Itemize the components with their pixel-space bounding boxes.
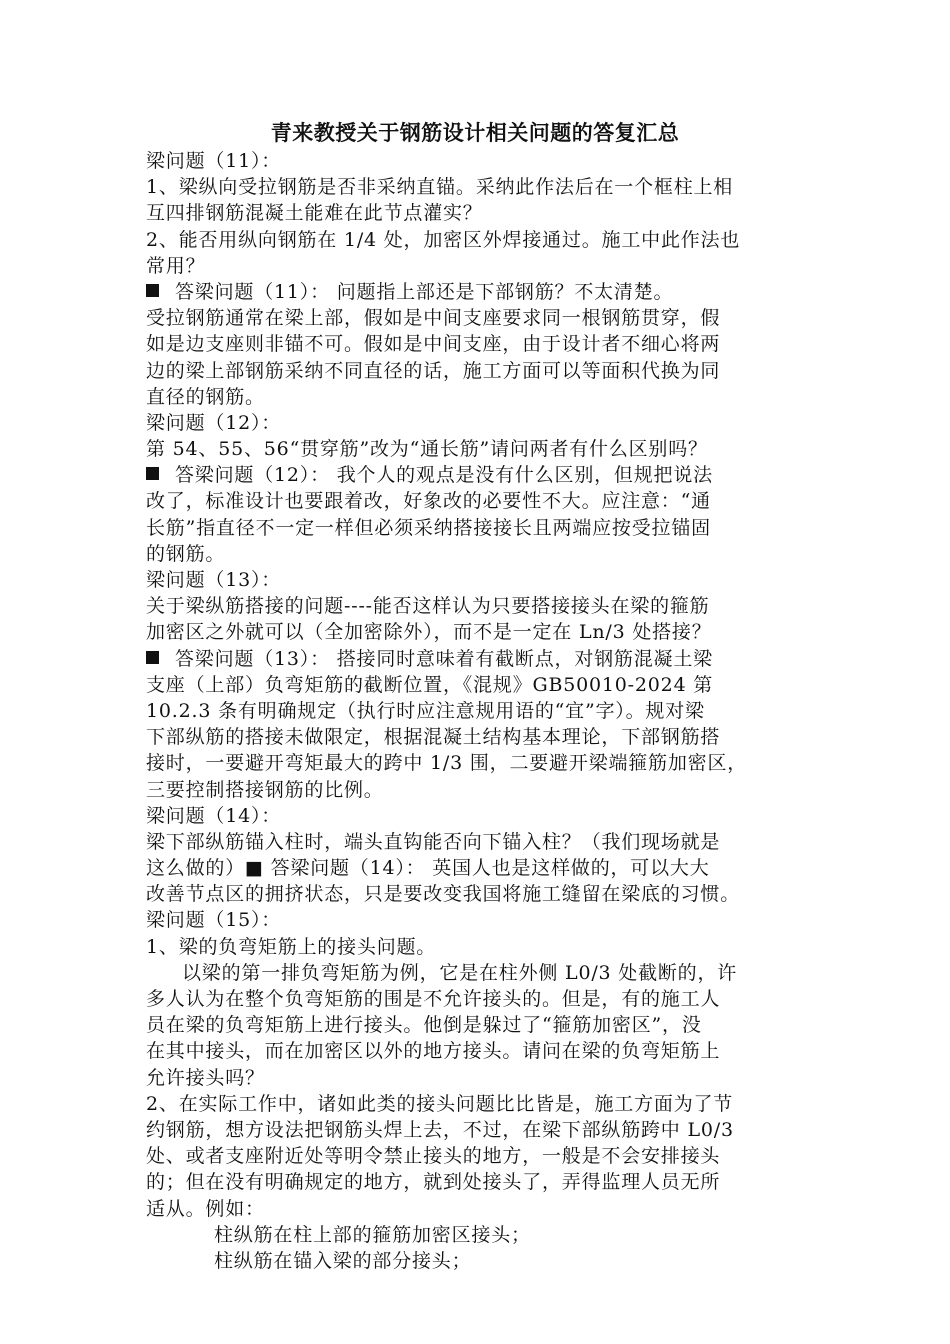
line-text: 常用？ bbox=[146, 254, 206, 277]
line-text: 员在梁的负弯矩筋上进行接头。他倒是躲过了“箍筋加密区”，没 bbox=[146, 1014, 702, 1037]
line-text: 受拉钢筋通常在梁上部，假如是中间支座要求同一根钢筋贯穿，假 bbox=[146, 307, 721, 330]
text-line bbox=[146, 515, 814, 541]
line-text: 2、在实际工作中，诸如此类的接头问题比比皆是，施工方面为了节 bbox=[146, 1092, 734, 1115]
text-line bbox=[146, 200, 814, 226]
line-text: 如是边支座则非锚不可。假如是中间支座，由于设计者不细心将两 bbox=[146, 333, 721, 356]
text-line bbox=[146, 1196, 814, 1222]
text-line bbox=[146, 541, 814, 567]
text-line bbox=[146, 1091, 814, 1117]
line-text: 改善节点区的拥挤状态，只是要改变我国将施工缝留在梁底的习惯。 bbox=[146, 883, 741, 906]
text-line bbox=[146, 986, 814, 1012]
text-line bbox=[146, 331, 814, 357]
line-text: 答梁问题（13）： 搭接同时意味着有截断点，对钢筋混凝土梁 bbox=[175, 647, 713, 670]
text-line bbox=[146, 698, 814, 724]
text-line bbox=[146, 907, 814, 933]
text-line bbox=[146, 174, 814, 200]
text-line bbox=[146, 1065, 814, 1091]
line-text: 第 54、55、56“贯穿筋”改为“通长筋”请问两者有什么区别吗？ bbox=[146, 438, 708, 461]
text-line bbox=[146, 750, 814, 776]
square-bullet-icon bbox=[146, 284, 159, 297]
line-text: 接时，一要避开弯矩最大的跨中 1/3 围，二要避开梁端箍筋加密区， bbox=[146, 752, 748, 775]
line-text: 多人认为在整个负弯矩筋的围是不允许接头的。但是，有的施工人 bbox=[146, 988, 721, 1010]
text-line bbox=[146, 646, 814, 672]
line-text: 梁问题（14）： bbox=[146, 804, 282, 827]
text-line bbox=[146, 279, 814, 305]
line-text: 允许接头吗？ bbox=[146, 1066, 265, 1089]
text-line bbox=[146, 1169, 814, 1195]
line-text: 这么做的）■ 答梁问题（14）： 英国人也是这样做的，可以大大 bbox=[146, 857, 710, 880]
text-line bbox=[146, 462, 814, 488]
line-text: 三要控制搭接钢筋的比例。 bbox=[146, 778, 384, 801]
text-line bbox=[146, 1012, 814, 1038]
square-bullet-icon bbox=[146, 467, 159, 480]
line-text: 梁问题（11）： bbox=[146, 150, 282, 172]
line-text: 梁问题（15）： bbox=[146, 909, 282, 932]
text-line bbox=[146, 305, 814, 331]
line-text: 关于梁纵筋搭接的问题----能否这样认为只要搭接接头在梁的箍筋 bbox=[146, 595, 710, 618]
text-line bbox=[146, 384, 814, 410]
line-text: 的钢筋。 bbox=[146, 542, 226, 565]
text-line bbox=[146, 881, 814, 907]
text-line bbox=[146, 567, 814, 593]
line-text: 在其中接头，而在加密区以外的地方接头。请问在梁的负弯矩筋上 bbox=[146, 1040, 721, 1063]
text-line bbox=[146, 934, 814, 960]
text-line bbox=[146, 1143, 814, 1169]
text-line bbox=[146, 829, 814, 855]
text-line bbox=[146, 960, 814, 986]
text-line bbox=[146, 1248, 814, 1274]
text-line bbox=[146, 672, 814, 698]
line-text: 以梁的第一排负弯矩筋为例，它是在柱外侧 L0/3 处截断的，许 bbox=[182, 961, 738, 984]
text-line bbox=[146, 619, 814, 645]
line-text: 边的梁上部钢筋采纳不同直径的话，施工方面可以等面积代换为同 bbox=[146, 359, 721, 382]
text-line bbox=[146, 358, 814, 384]
text-line bbox=[146, 593, 814, 619]
text-line bbox=[146, 855, 814, 881]
line-text: 下部纵筋的搭接未做限定，根据混凝土结构基本理论，下部钢筋搭 bbox=[146, 726, 721, 749]
square-bullet-icon bbox=[146, 651, 159, 664]
text-line bbox=[146, 777, 814, 803]
document-body bbox=[146, 148, 814, 1274]
text-line bbox=[146, 724, 814, 750]
text-line bbox=[146, 488, 814, 514]
text-line bbox=[146, 227, 814, 253]
line-text: 10.2.3 条有明确规定（执行时应注意规用语的“宜”字）。规对梁 bbox=[146, 699, 705, 722]
line-text: 梁问题（12）： bbox=[146, 411, 282, 434]
line-text: 答梁问题（11）： 问题指上部还是下部钢筋？不太清楚。 bbox=[175, 280, 674, 303]
text-line bbox=[146, 148, 814, 174]
line-text: 处、或者支座附近处等明令禁止接头的地方，一般是不会安排接头 bbox=[146, 1145, 721, 1168]
line-text: 梁下部纵筋锚入柱时，端头直钩能否向下锚入柱？（我们现场就是 bbox=[146, 830, 721, 853]
line-text: 的；但在没有明确规定的地方，就到处接头了，弄得监理人员无所 bbox=[146, 1171, 721, 1194]
text-line bbox=[146, 803, 814, 829]
line-text: 长筋”指直径不一定一样但必须采纳搭接接长且两端应按受拉锚固 bbox=[146, 516, 711, 539]
line-text: 柱纵筋在柱上部的箍筋加密区接头； bbox=[214, 1223, 531, 1246]
text-line bbox=[146, 1117, 814, 1143]
line-text: 1、梁的负弯矩筋上的接头问题。 bbox=[146, 935, 437, 958]
text-line bbox=[146, 253, 814, 279]
text-line bbox=[146, 1222, 814, 1248]
text-line bbox=[146, 410, 814, 436]
line-text: 1、梁纵向受拉钢筋是否非采纳直锚。采纳此作法后在一个框柱上相 bbox=[146, 176, 734, 199]
line-text: 梁问题（13）： bbox=[146, 569, 282, 591]
line-text: 约钢筋，想方设法把钢筋头焊上去，不过，在梁下部纵筋跨中 L0/3 bbox=[146, 1118, 734, 1141]
line-text: 改了，标准设计也要跟着改，好象改的必要性不大。应注意：“通 bbox=[146, 490, 711, 513]
line-text: 互四排钢筋混凝土能难在此节点灌实？ bbox=[146, 202, 483, 225]
line-text: 适从。例如： bbox=[146, 1197, 265, 1220]
line-text: 支座（上部）负弯矩筋的截断位置，《混规》GB50010-2024 第 bbox=[146, 673, 714, 696]
line-text: 2、能否用纵向钢筋在 1/4 处，加密区外焊接通过。施工中此作法也 bbox=[146, 228, 741, 251]
line-text: 答梁问题（12）： 我个人的观点是没有什么区别，但规把说法 bbox=[175, 464, 713, 487]
line-text: 直径的钢筋。 bbox=[146, 385, 265, 408]
document-title: 青来教授关于钢筋设计相关问题的答复汇总 bbox=[270, 120, 680, 145]
text-line bbox=[146, 1038, 814, 1064]
line-text: 柱纵筋在锚入梁的部分接头； bbox=[214, 1249, 472, 1272]
line-text: 加密区之外就可以（全加密除外），而不是一定在 Ln/3 处搭接？ bbox=[146, 621, 712, 644]
text-line bbox=[146, 436, 814, 462]
